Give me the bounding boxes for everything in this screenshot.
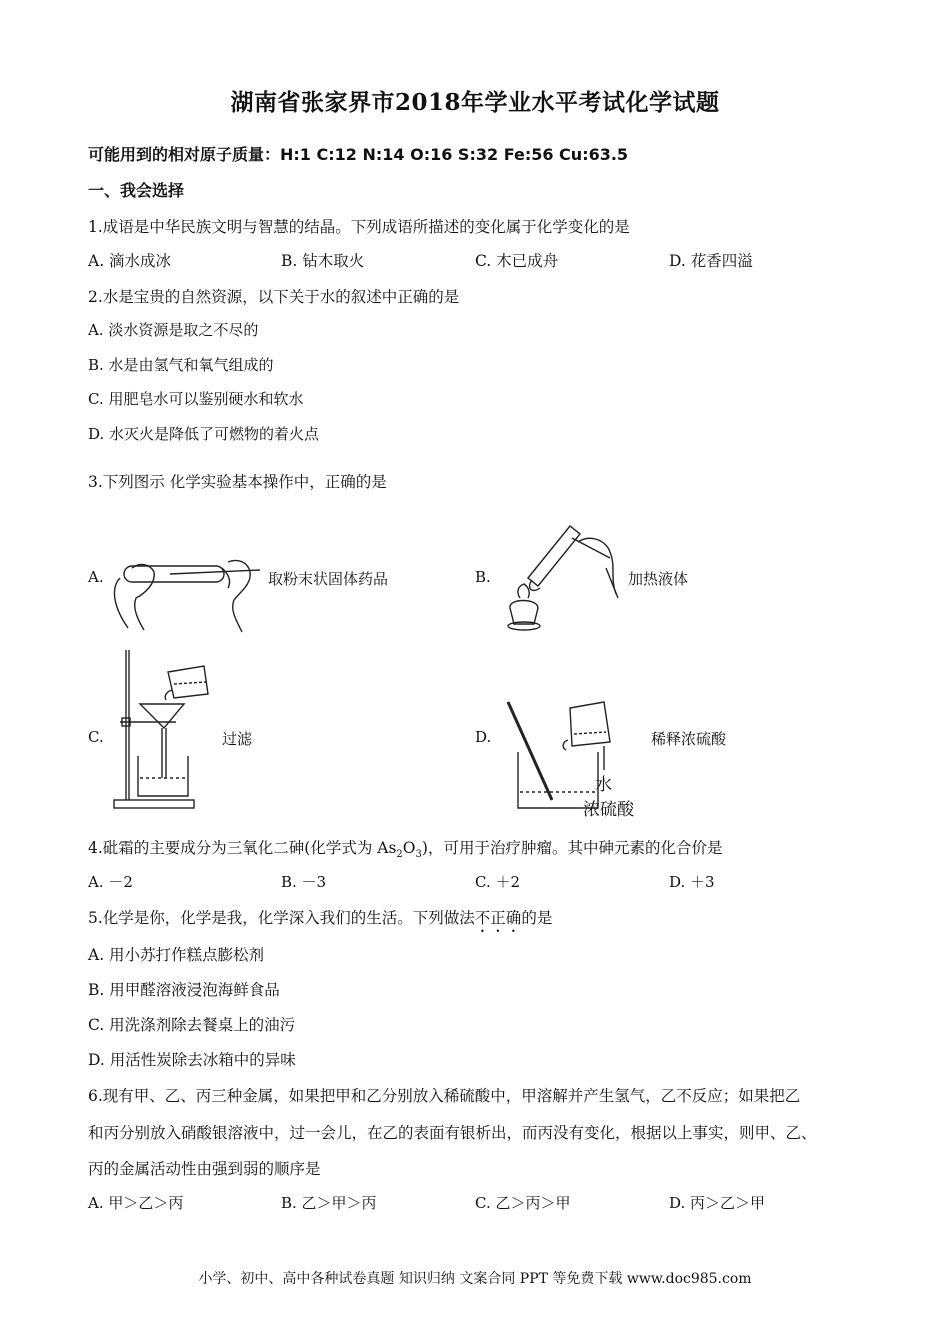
q6-line-1: 6.现有甲、乙、丙三种金属，如果把甲和乙分别放入稀硫酸中，甲溶解并产生氢气，乙不反应；如果把乙 bbox=[88, 1087, 801, 1105]
q5-emphasis: 不正确 bbox=[474, 909, 522, 927]
page-title: 湖南省张家界市2018年学业水平考试化学试题 bbox=[230, 89, 720, 116]
q4-sub-3: 3 bbox=[415, 849, 422, 861]
q3-option-d-letter: D. bbox=[475, 728, 492, 746]
q5-stem-part2: 的是 bbox=[521, 909, 553, 927]
q1-option-b: B. 钻木取火 bbox=[281, 252, 365, 270]
q2-option-c: C. 用肥皂水可以鉴别硬水和软水 bbox=[88, 390, 304, 408]
q6-option-a: A. 甲＞乙＞丙 bbox=[88, 1194, 184, 1212]
q3-option-b-letter: B. bbox=[475, 568, 491, 586]
q4-stem-part3: )，可用于治疗肿瘤。其中砷元素的化合价是 bbox=[421, 839, 723, 857]
q5-stem bbox=[88, 906, 552, 936]
q4-option-c: C. ＋2 bbox=[475, 873, 521, 891]
q5-option-c: C. 用洗涤剂除去餐桌上的油污 bbox=[88, 1016, 296, 1034]
acid-label: 浓硫酸 bbox=[583, 800, 634, 820]
q1-option-d: D. 花香四溢 bbox=[669, 252, 753, 270]
q6-option-d: D. 丙＞乙＞甲 bbox=[669, 1194, 766, 1212]
q2-option-a: A. 淡水资源是取之不尽的 bbox=[88, 321, 259, 339]
q6-line-3: 丙的金属活动性由强到弱的顺序是 bbox=[88, 1160, 321, 1178]
q1-option-c: C. 木已成舟 bbox=[475, 252, 559, 270]
filtration-illustration bbox=[110, 648, 230, 813]
q4-option-a: A. －2 bbox=[88, 873, 133, 891]
powder-transfer-illustration bbox=[110, 548, 270, 633]
q4-stem-part2: O bbox=[402, 839, 416, 857]
q6-line-2: 和丙分别放入硝酸银溶液中，过一会儿，在乙的表面有银析出，而丙没有变化，根据以上事实，则甲、乙、 bbox=[88, 1124, 817, 1142]
q3-option-c-letter: C. bbox=[88, 728, 104, 746]
footer-text: 小学、初中、高中各种试卷真题 知识归纳 文案合同 PPT 等免费下载 www.doc985.com bbox=[198, 1271, 752, 1287]
q1-option-a: A. 滴水成冰 bbox=[88, 252, 172, 270]
q2-stem: 2.水是宝贵的自然资源，以下关于水的叙述中正确的是 bbox=[88, 288, 460, 306]
q5-stem-part1: 5.化学是你，化学是我，化学深入我们的生活。下列做法 bbox=[88, 909, 475, 927]
q3-option-a-letter: A. bbox=[88, 568, 104, 586]
section-heading: 一、我会选择 bbox=[88, 181, 185, 200]
q3-option-d-caption: 稀释浓硫酸 bbox=[651, 730, 727, 748]
q4-option-d: D. ＋3 bbox=[669, 873, 715, 891]
q5-option-d: D. 用活性炭除去冰箱中的异味 bbox=[88, 1051, 296, 1069]
q5-option-a: A. 用小苏打作糕点膨松剂 bbox=[88, 946, 265, 964]
water-label: 水 bbox=[595, 775, 612, 795]
q2-option-b: B. 水是由氢气和氧气组成的 bbox=[88, 356, 274, 374]
q6-option-b: B. 乙＞甲＞丙 bbox=[281, 1194, 377, 1212]
q3-option-c-caption: 过滤 bbox=[222, 730, 253, 748]
q3-option-b-caption: 加热液体 bbox=[628, 570, 689, 588]
heating-liquid-illustration bbox=[498, 518, 628, 633]
q5-option-b: B. 用甲醛溶液浸泡海鲜食品 bbox=[88, 981, 280, 999]
q4-sub-2: 2 bbox=[396, 849, 403, 861]
atomic-masses: 可能用到的相对原子质量：H:1 C:12 N:14 O:16 S:32 Fe:56 Cu:63.5 bbox=[88, 145, 629, 164]
q4-stem-part1: 4.砒霜的主要成分为三氧化二砷(化学式为 As bbox=[88, 839, 397, 857]
q2-option-d: D. 水灭火是降低了可燃物的着火点 bbox=[88, 425, 320, 443]
q4-option-b: B. －3 bbox=[281, 873, 327, 891]
q6-option-c: C. 乙＞丙＞甲 bbox=[475, 1194, 571, 1212]
q1-stem: 1.成语是中华民族文明与智慧的结晶。下列成语所描述的变化属于化学变化的是 bbox=[88, 218, 630, 236]
q3-stem: 3.下列图示 化学实验基本操作中，正确的是 bbox=[88, 473, 387, 491]
q4-stem bbox=[88, 836, 722, 860]
q3-option-a-caption: 取粉末状固体药品 bbox=[268, 570, 389, 588]
